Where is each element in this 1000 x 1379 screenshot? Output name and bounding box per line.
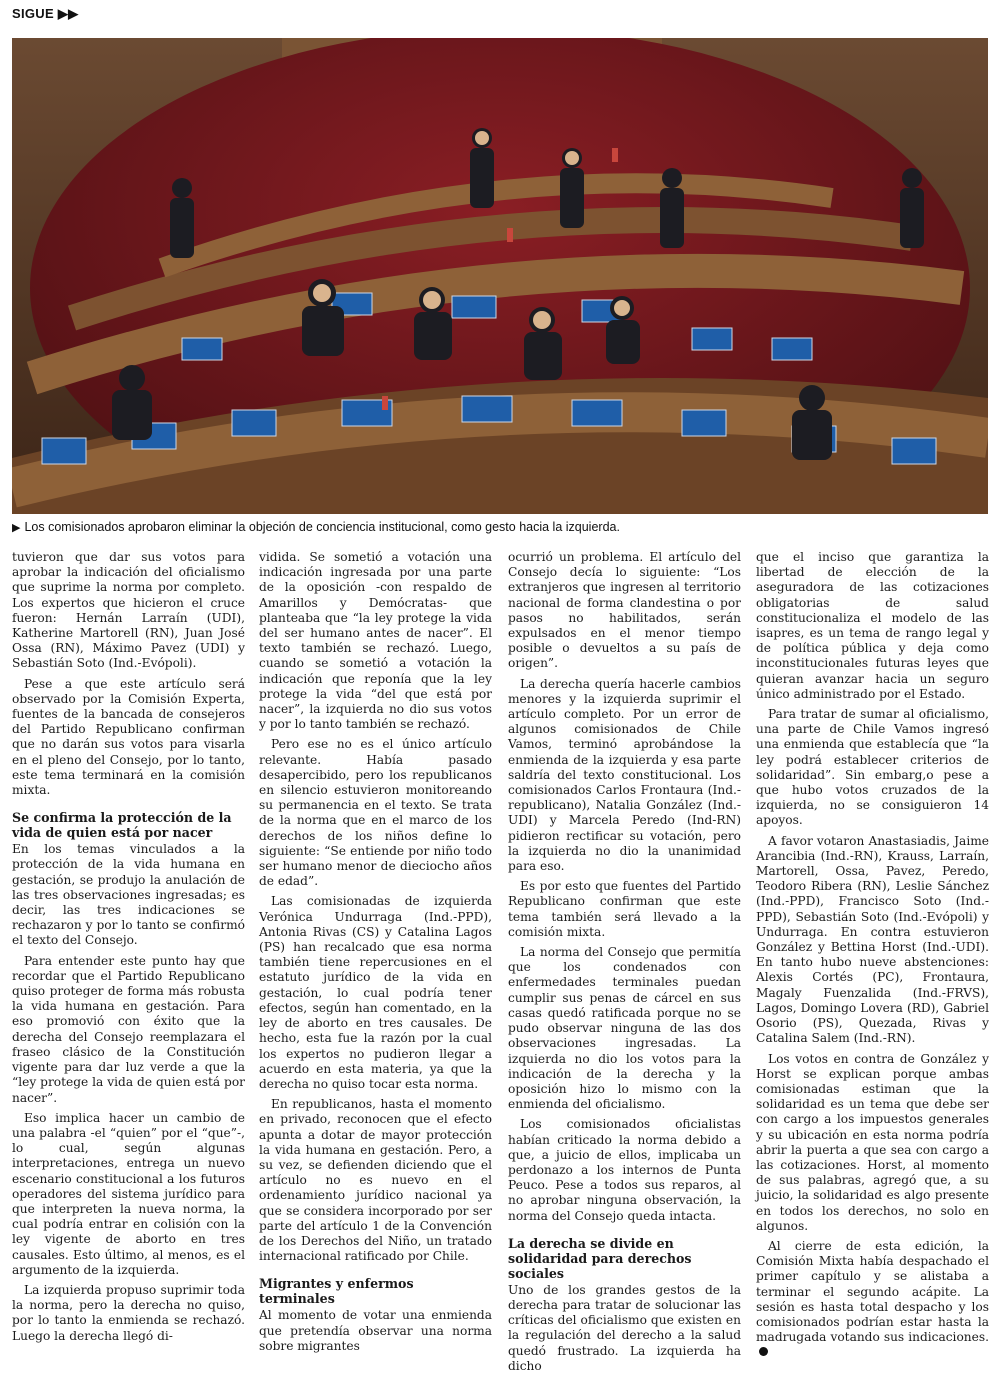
caption-text: Los comisionados aprobaron eliminar la objeción de conciencia institucional, como gesto hacia la izquierda. <box>24 520 620 534</box>
paragraph: A favor votaron Anastasiadis, Jaime Arancibia (Ind.-RN), Krauss, Larraín, Martorell, Ossa, Pavez, Peredo, Teodoro Ribera (RN), Leslie Sánchez (Ind.-PPD), Francisco Soto (Ind.-PPD), Sebastián Soto (Ind.-Evópoli) y Undurraga. En contra estuvieron González y Bettina Horst (Ind.-UDI). En tanto hubo nueve abstenciones: Alexis Cortés (PC), Frontaura, Magaly Fuenzalida (Ind.-FRVS), Lagos, Domingo Lovera (RD), Gabriel Osorio (PS), Quezada, Rivas y Catalina Salem (Ind.-RN). <box>756 833 989 1046</box>
paragraph: Los votos en contra de González y Horst se explican porque ambas comisionadas estiman que la solidaridad es un tema que debe ser con cargo a los impuestos generales y su ubicación en esta norma podría abrir la puerta a que sea con cargo a las cotizaciones. Horst, al momento de sus palabras, agregó que, a su juicio, la solidaridad es algo presente en todos los derechos, no solo en algunos. <box>756 1051 989 1233</box>
article-column-1 <box>12 550 245 1349</box>
paragraph: En los temas vinculados a la protección de la vida humana en gestación, se produjo la anulación de las tres observaciones ingresadas; es decir, las tres indicaciones se rechazaron y por lo tanto se confirmó el texto del Consejo. <box>12 842 245 948</box>
paragraph: Para entender este punto hay que recordar que el Partido Republicano quiso proteger de forma más robusta la vida humana en gestación. Para eso promovió con éxito que la derecha del Consejo reemplazara el fraseo clásico de la Constitución vigente para dar luz verde a que la “ley protege la vida de quien está por nacer”. <box>12 953 245 1105</box>
paragraph: tuvieron que dar sus votos para aprobar la indicación del oficialismo que suprime la norma por completo. Los expertos que hicieron el cruce fueron: Hernán Larraín (UDI), Katherine Martorell (RN), Juan José Ossa (RN), Máximo Pavez (UDI) y Sebastián Soto (Ind.-Evópoli). <box>12 550 245 671</box>
end-of-article-icon <box>759 1347 768 1356</box>
news-photo <box>12 38 988 514</box>
paragraph: Al momento de votar una enmienda que pretendía observar una norma sobre migrantes <box>259 1308 492 1353</box>
paragraph-last <box>756 1239 989 1361</box>
photo-caption <box>12 520 988 534</box>
paragraph: Para tratar de sumar al oficialismo, una parte de Chile Vamos ingresó una enmienda que establecía que “la ley podrá establecer criterios de solidaridad”. Sin embarg,o pese a que hubo votos cruzados de la izquierda, no se consiguieron 14 apoyos. <box>756 707 989 828</box>
paragraph: La derecha quería hacerle cambios menores y la izquierda suprimir el artículo completo. Por un error de algunos comisionados de Chile Vamos, terminó aprobándose la enmienda de la izquierda y esa parte saldría del texto constitucional. Los comisionados Carlos Frontaura (Ind.-republicano), Natalia González (Ind.-UDI) y Marcela Peredo (Ind-RN) pidieron rectificar su votación, pero la izquierda no dio la unanimidad para eso. <box>508 676 741 874</box>
paragraph: ocurrió un problema. El artículo del Consejo decía lo siguiente: “Los extranjeros que ingresen al territorio nacional de forma clandestina o por pasos no habilitados, serán expulsados en el menor tiempo posible o devueltos a su país de origen”. <box>508 550 741 671</box>
paragraph: Pese a que este artículo será observado por la Comisión Experta, fuentes de la bancada de consejeros del Partido Republicano confirman que no darán sus votos para visarla en el pleno del Consejo, por lo tanto, este tema terminará en la comisión mixta. <box>12 676 245 798</box>
article-column-4 <box>756 550 989 1366</box>
chamber-photo-illustration <box>12 38 988 514</box>
subheading: Migrantes y enfermos terminales <box>259 1276 414 1307</box>
subheading: La derecha se divide en solidaridad para derechos sociales <box>508 1235 692 1281</box>
paragraph: Pero ese no es el único artículo relevante. Había pasado desapercibido, pero los republicanos en silencio estuvieron monitoreando su permanencia en el texto. Se trata de la norma que en el marco de los derechos de los niños define lo siguiente: “Se entiende por niño todo ser humano menor de dieciocho años de edad”. <box>259 737 492 889</box>
paragraph: Los comisionados oficialistas habían criticado la norma debido a que, a juicio de ellos, implicaba un perdonazo a los internos de Punta Peuco. Pese a todos sus reparos, al no aprobar ninguna observación, la norma del Consejo queda intacta. <box>508 1117 741 1223</box>
paragraph: Uno de los grandes gestos de la derecha para tratar de solucionar las críticas del oficialismo que existen en la regulación del derecho a la salud quedó frustrado. La izquierda ha dicho <box>508 1282 741 1373</box>
subheading: Se confirma la protección de la vida de quien está por nacer <box>12 810 232 841</box>
paragraph-text: Al cierre de esta edición, la Comisión Mixta había despachado el primer capítulo y se alistaba a terminar el segundo acápite. La sesión es hasta total despacho y los comisionados podrían estar hasta la madrugada votando sus indicaciones. <box>756 1238 989 1345</box>
paragraph: Las comisionadas de izquierda Verónica Undurraga (Ind.-PPD), Antonia Rivas (CS) y Catalina Lagos (PS) han recalcado que esa norma también tiene repercusiones en el estatuto jurídico de la vida en gestación, lo cual podría tener efectos, según han comentado, en la ley de aborto en tres causales. De hecho, esta fue la razón por la cual los expertos no pudieron llegar a acuerdo en esta materia, ya que la derecha no quiso tocar esta norma. <box>259 894 492 1091</box>
paragraph: Eso implica hacer un cambio de una palabra -el “quien” por el “que”-, lo cual, según algunas interpretaciones, entrega un nuevo escenario constitucional a los futuros operadores del sistema jurídico para que interpreten la nueva norma, la cual podría entrar en colisión con la ley vigente de aborto en tres causales. Esto último, al menos, es el argumento de la izquierda. <box>12 1110 245 1277</box>
paragraph: La izquierda propuso suprimir toda la norma, pero la derecha no quiso, por lo tanto la enmienda se rechazó. Luego la derecha llegó di- <box>12 1282 245 1343</box>
paragraph: que el inciso que garantiza la libertad de elección de la aseguradora de las cotizaciones obligatorias de salud constitucionaliza el modelo de las isapres, es un tema de rango legal y de política pública y deja como inconstitucionales futuras leyes que quieran avanzar hacia un seguro único administrado por el Estado. <box>756 550 989 701</box>
article-column-2 <box>259 550 492 1359</box>
section-continues-label: SIGUE ▶▶ <box>12 6 79 21</box>
paragraph: vidida. Se sometió a votación una indicación ingresada por una parte de la oposición -con respaldo de Amarillos y Demócratas- que planteaba que “la ley protege la vida del ser humano antes de nacer”. El texto también se rechazó. Luego, cuando se sometió a votación la indicación que reponía que la ley protege la vida “del que está por nacer”, la izquierda no dio sus votos y por lo tanto también se rechazó. <box>259 550 492 732</box>
article-column-3 <box>508 550 741 1379</box>
paragraph: La norma del Consejo que permitía que los condenados con enfermedades terminales puedan cumplir sus penas de cárcel en sus casas quedó ratificada porque no se pudo observar ninguna de las dos observaciones ingresadas. La izquierda no dio los votos para la indicación de la derecha y la oposición hizo lo mismo con la enmienda del oficialismo. <box>508 945 741 1112</box>
caption-marker-icon: ▶ <box>12 522 21 534</box>
paragraph: En republicanos, hasta el momento en privado, reconocen que el efecto apunta a dotar de mayor protección la vida humana en gestación. Pero, a su vez, se defienden diciendo que el artículo no es nuevo en el ordenamiento jurídico nacional ya que se considera incorporado por ser parte del artículo 1 de la Convención de los Derechos del Niño, un tratado internacional ratificado por Chile. <box>259 1097 492 1264</box>
paragraph: Es por esto que fuentes del Partido Republicano confirman que este tema también será llevado a la comisión mixta. <box>508 879 741 939</box>
